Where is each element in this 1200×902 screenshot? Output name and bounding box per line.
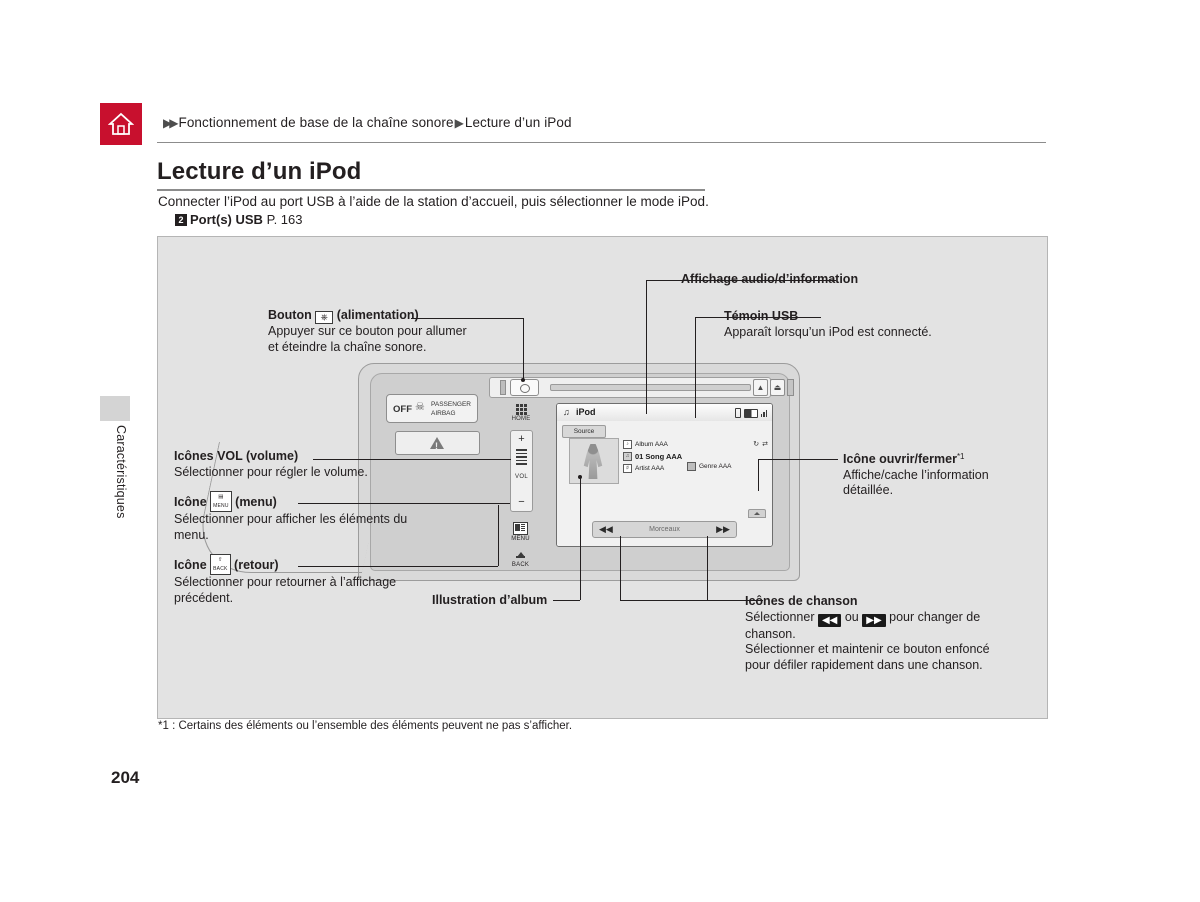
bezel-up-button[interactable]: ▲: [753, 379, 768, 396]
screen-right-icons: [753, 440, 768, 448]
callout-song: [745, 594, 1035, 673]
callout-menu-title-post: (menu): [235, 495, 277, 509]
disc-slot: [550, 384, 751, 391]
screen-title-bar: [557, 404, 772, 422]
screen-source-title: iPod: [576, 407, 596, 417]
genre-icon: [687, 462, 696, 471]
back-key[interactable]: [510, 552, 531, 568]
callout-vol-title: Icônes VOL (volume): [174, 449, 299, 463]
track-label: Album AAA: [635, 440, 668, 448]
breadcrumb-arrows: ▶▶: [163, 116, 176, 130]
back-icon: [514, 552, 527, 561]
genre-item[interactable]: [687, 462, 732, 471]
menu-key[interactable]: [510, 522, 531, 542]
callout-song-line1-c: pour changer de: [889, 609, 981, 624]
volume-control[interactable]: [510, 430, 533, 512]
breadcrumb-item-1[interactable]: Fonctionnement de base de la chaîne sonore: [178, 115, 454, 130]
airbag-symbol-icon: ☠: [415, 401, 425, 413]
callout-back-body-2: précédent.: [174, 590, 234, 605]
callout-song-line4: pour défiler rapidement dans une chanson.: [745, 657, 983, 672]
callout-back-title-pre: Icône: [174, 558, 207, 572]
reference-line: [175, 212, 303, 227]
callout-menu-body-1: Sélectionner pour afficher les éléments du: [174, 512, 408, 526]
callout-song-title: Icônes de chanson: [745, 594, 858, 608]
leader-dot: [578, 475, 582, 479]
audio-information-display[interactable]: [556, 403, 773, 547]
artist-icon: ♯: [623, 464, 632, 473]
repeat-icon[interactable]: ↻: [753, 441, 760, 448]
airbag-sub-label: [431, 400, 471, 418]
leader-line: [580, 477, 581, 600]
leader-line: [620, 536, 621, 600]
leader-line: [707, 536, 708, 600]
previous-track-icon: ◀◀: [818, 614, 841, 627]
transport-label: Morceaux: [649, 526, 680, 533]
leader-line: [758, 459, 838, 460]
callout-vol-body: Sélectionner pour régler le volume.: [174, 464, 368, 479]
leader-line: [620, 600, 763, 601]
airbag-line-1: PASSENGER: [431, 401, 471, 408]
music-note-icon: ♫: [563, 407, 570, 417]
passenger-airbag-indicator: [386, 394, 478, 423]
airbag-off-label: OFF: [393, 404, 412, 415]
leader-line: [695, 317, 696, 418]
genre-label: Genre AAA: [699, 463, 732, 470]
open-close-icon[interactable]: [748, 509, 766, 518]
callout-display-title: Affichage audio/d’information: [681, 272, 859, 286]
list-item[interactable]: [623, 438, 741, 450]
home-icon: [108, 112, 134, 136]
intro-text: Connecter l’iPod au port USB à l’aide de la station d’accueil, puis sélectionner le mode iPod.: [158, 194, 709, 209]
volume-bars-icon: [516, 449, 527, 467]
power-button[interactable]: [510, 379, 539, 396]
callout-power-body-1: Appuyer sur ce bouton pour allumer: [268, 324, 467, 338]
footnote: *1 : Certains des éléments ou l’ensemble des éléments peuvent ne pas s’afficher.: [158, 720, 573, 732]
callout-song-line2: chanson.: [745, 626, 796, 641]
leader-line: [523, 318, 524, 380]
bezel-mic-icon: [500, 380, 506, 395]
callout-usb: [724, 309, 932, 340]
leader-line: [553, 600, 580, 601]
battery-icon: [744, 409, 758, 418]
callout-back-body-1: Sélectionner pour retourner à l’affichage: [174, 575, 397, 589]
next-track-icon: ▶▶: [862, 614, 885, 627]
home-key-label: HOME: [511, 416, 531, 422]
volume-up-icon[interactable]: +: [518, 433, 525, 445]
usb-indicator-icon: [735, 408, 741, 418]
title-divider: [157, 189, 705, 191]
track-label: Artist AAA: [635, 464, 665, 472]
leader-line: [758, 459, 759, 491]
album-art-figure: [582, 444, 604, 479]
airbag-line-2: AIRBAG: [431, 410, 456, 417]
bezel-edge-tab: [787, 379, 794, 396]
callout-vol: [174, 449, 368, 480]
callout-usb-body: Apparaît lorsqu’un iPod est connecté.: [724, 324, 932, 339]
reference-icon: 2: [175, 214, 187, 226]
menu-icon: [513, 522, 528, 535]
callout-back-title-post: (retour): [234, 558, 279, 572]
menu-key-icon-label: MENU: [213, 503, 229, 509]
volume-down-icon[interactable]: −: [518, 496, 525, 508]
menu-key-icon: ▤ MENU: [210, 491, 232, 512]
home-grid-icon: [516, 404, 527, 415]
callout-power: [268, 308, 467, 355]
callout-openclose-body-1: Affiche/cache l’information: [843, 467, 989, 482]
breadcrumb-separator: ▶: [454, 116, 461, 130]
bezel-buttons: [753, 379, 794, 396]
warning-exclamation-icon: !: [435, 441, 438, 451]
callout-album-title: Illustration d’album: [432, 593, 548, 607]
page-title: Lecture d’un iPod: [157, 158, 362, 185]
album-artwork: [569, 438, 619, 484]
back-key-icon-label: BACK: [213, 566, 228, 572]
callout-song-line1-b: ou: [844, 609, 859, 624]
breadcrumb: [163, 115, 572, 130]
callout-display: [681, 272, 858, 288]
reference-page: P. 163: [266, 212, 303, 227]
reference-label[interactable]: Port(s) USB: [190, 212, 263, 227]
leader-line: [498, 505, 499, 566]
volume-label: VOL: [515, 474, 528, 480]
callout-power-title-post: (alimentation): [336, 308, 419, 322]
callout-menu-body-2: menu.: [174, 527, 209, 542]
page-number: 204: [111, 768, 140, 787]
callout-openclose-body-2: détaillée.: [843, 483, 894, 497]
callout-usb-title: Témoin USB: [724, 309, 799, 323]
callout-album: [432, 593, 547, 609]
callout-openclose: [843, 449, 989, 499]
signal-icon: [761, 409, 768, 417]
status-icons: [735, 408, 768, 418]
side-tab-label: Caractéristiques: [114, 425, 128, 519]
previous-track-icon[interactable]: ◀◀: [599, 524, 613, 534]
home-key[interactable]: [506, 404, 536, 422]
callout-song-line1-a: Sélectionner: [745, 609, 815, 624]
callout-menu: [174, 491, 407, 543]
back-key-label: BACK: [511, 562, 530, 568]
song-icon: ♫: [623, 452, 632, 461]
side-tab-marker: [100, 396, 130, 421]
album-icon: ♪: [623, 440, 632, 449]
source-button[interactable]: Source: [562, 425, 606, 438]
leader-dot: [521, 378, 525, 382]
callout-menu-title-pre: Icône: [174, 495, 207, 509]
list-item[interactable]: [623, 450, 741, 462]
track-label: 01 Song AAA: [635, 451, 683, 461]
warning-indicator: [395, 431, 480, 455]
back-key-icon: ⇧ BACK: [210, 554, 230, 575]
callout-openclose-sup: *1: [956, 452, 965, 461]
next-track-icon[interactable]: ▶▶: [716, 524, 730, 534]
leader-line: [646, 280, 647, 414]
header-divider: [157, 142, 1046, 143]
bezel-eject-button[interactable]: ⏏: [770, 379, 785, 396]
breadcrumb-item-2[interactable]: Lecture d’un iPod: [464, 115, 572, 130]
power-icon: ⎈: [315, 311, 333, 324]
shuffle-icon[interactable]: ⇄: [762, 441, 768, 448]
callout-power-title-pre: Bouton: [268, 308, 312, 322]
menu-key-label: MENU: [511, 536, 530, 542]
callout-openclose-title: Icône ouvrir/fermer: [843, 452, 957, 466]
callout-song-line3: Sélectionner et maintenir ce bouton enfoncé: [745, 642, 990, 656]
transport-bar: [592, 521, 737, 538]
screen-body: [557, 421, 772, 546]
home-badge[interactable]: [100, 103, 142, 145]
callout-power-body-2: et éteindre la chaîne sonore.: [268, 339, 427, 354]
callout-back: [174, 554, 396, 606]
